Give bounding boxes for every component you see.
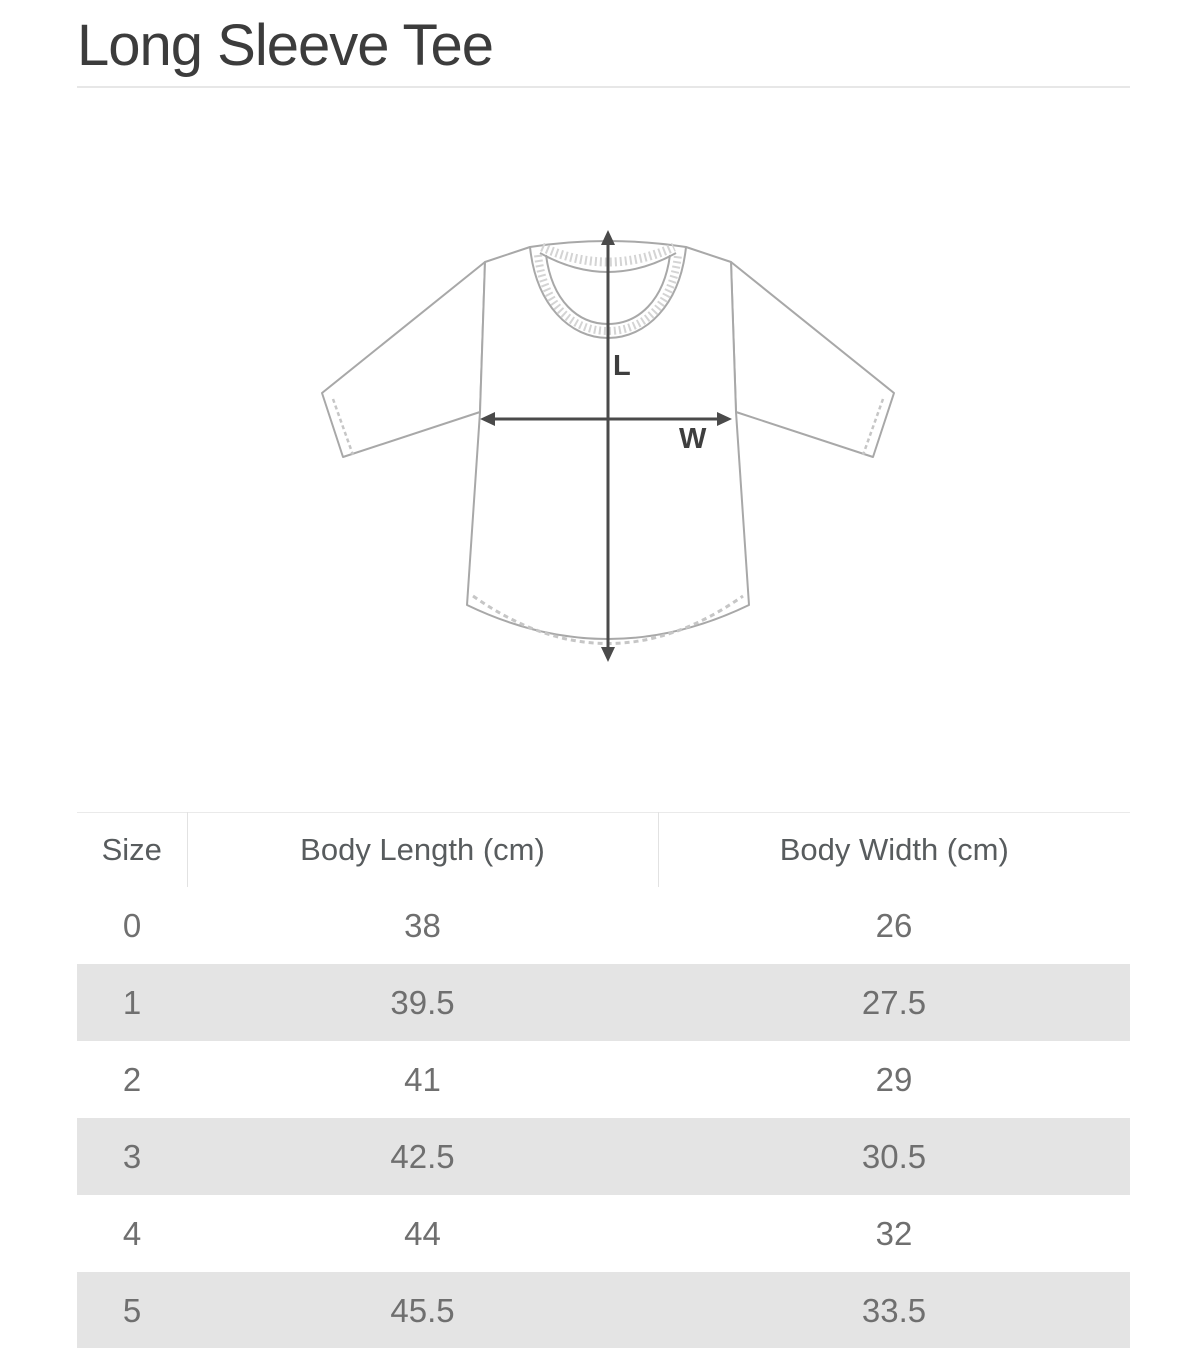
size-chart-table	[77, 812, 1130, 1348]
column-header-size: Size	[77, 813, 187, 888]
size-cell: 4	[122, 1214, 142, 1252]
table-row	[77, 1118, 1130, 1195]
table-row	[77, 887, 1130, 964]
body-length-cell: 38	[404, 906, 441, 944]
size-cell: 0	[122, 906, 142, 944]
body-width-cell: 29	[875, 1060, 913, 1098]
column-header-body-length: Body Length (cm)	[187, 813, 658, 888]
body-width-cell: 32	[875, 1214, 913, 1252]
body-length-cell: 42.5	[390, 1137, 455, 1175]
size-table-header	[77, 813, 1130, 888]
table-row	[77, 964, 1130, 1041]
tshirt-measurement-diagram-icon	[300, 225, 916, 665]
page-title: Long Sleeve Tee	[77, 13, 494, 78]
tshirt-right-sleeve	[731, 262, 894, 457]
body-length-cell: 39.5	[390, 983, 455, 1021]
title-divider	[77, 86, 1130, 88]
size-cell: 1	[122, 983, 142, 1021]
size-cell: 5	[122, 1291, 142, 1329]
size-cell: 2	[122, 1060, 142, 1098]
body-width-cell: 33.5	[861, 1291, 927, 1329]
tshirt-left-sleeve	[322, 262, 485, 457]
table-row	[77, 1195, 1130, 1272]
size-table-body	[77, 887, 1130, 1348]
body-width-cell: 26	[875, 906, 913, 944]
body-width-cell: 30.5	[861, 1137, 927, 1175]
body-length-cell: 44	[404, 1214, 441, 1252]
table-row	[77, 1041, 1130, 1118]
length-label: L	[613, 350, 631, 382]
size-cell: 3	[122, 1137, 142, 1175]
column-header-body-width: Body Width (cm)	[658, 813, 1130, 888]
body-length-cell: 41	[404, 1060, 441, 1098]
body-length-cell: 45.5	[390, 1291, 455, 1329]
body-width-cell: 27.5	[861, 983, 927, 1021]
width-label: W	[679, 423, 707, 455]
table-row	[77, 1272, 1130, 1348]
